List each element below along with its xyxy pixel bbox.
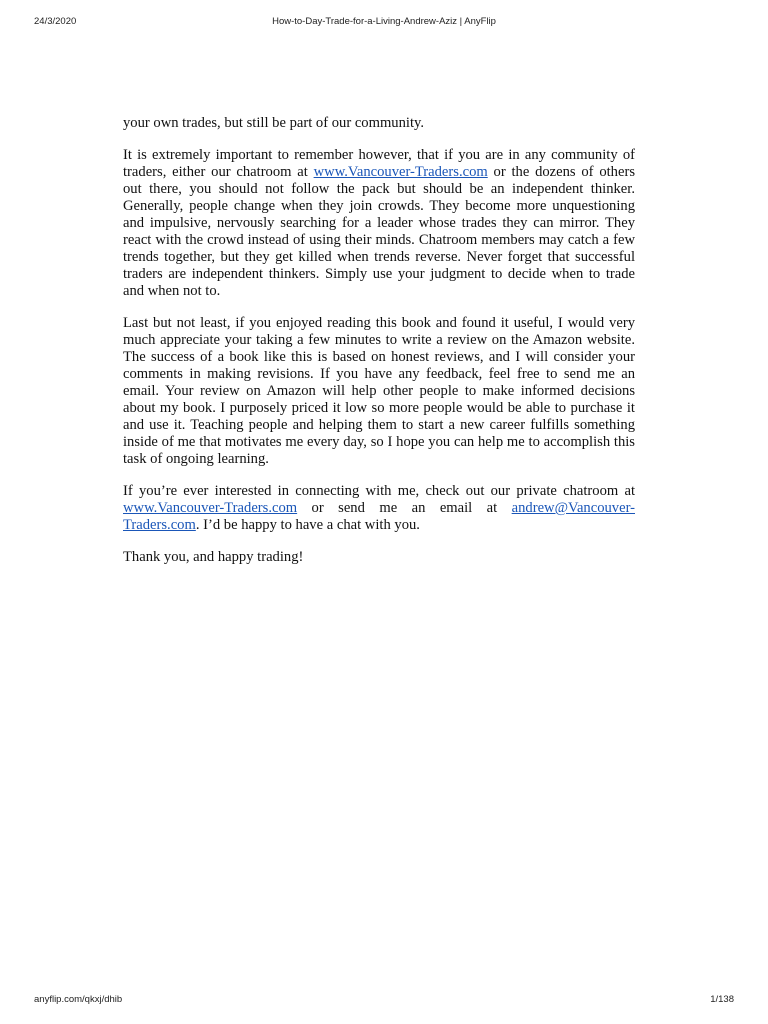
paragraph-1: your own trades, but still be part of our community.	[123, 115, 425, 131]
print-title: How-to-Day-Trade-for-a-Living-Andrew-Aziz | AnyFlip	[272, 16, 496, 27]
paragraph-4	[123, 483, 635, 534]
print-footer	[0, 994, 768, 1014]
paragraph-2-text-b: or the dozens of others out there, you should not follow the pack but should be an independent thinker. Generally, people change when they join crowds. They become more unquestioning and impulsive, nervously searching for a leader whose trades they can mirror. They react with the crowd instead of using their minds. Chatroom members may catch a few trends together, but they get killed when trends reverse. Never forget that successful traders are independent thinkers. Simply use your judgment to decide when to trade and when not to.	[123, 164, 635, 299]
paragraph-3: Last but not least, if you enjoyed reading this book and found it useful, I would very much appreciate your taking a few minutes to write a review on the Amazon website. The success of a book like this is based on honest reviews, and I will consider your comments in making revisions. If you have any feedback, feel free to send me an email. Your review on Amazon will help other people to make informed decisions about my book. I purposely priced it low so more people would be able to purchase it and use it. Teaching people and helping them to start a new career fulfills something inside of me that motivates me every day, so I hope you can help me to accomplish this task of ongoing learning.	[123, 315, 635, 467]
print-date: 24/3/2020	[34, 16, 77, 27]
paragraph-2-text-a: It is extremely important to remember however, that if you are in any community of traders, either our chatroom at	[123, 147, 635, 180]
page-indicator: 1/138	[710, 994, 734, 1005]
paragraph-2	[123, 147, 635, 300]
paragraph-4-text-a: If you’re ever interested in connecting with me, check out our private chatroom at	[123, 483, 635, 499]
vancouver-traders-link[interactable]: www.Vancouver-Traders.com	[313, 164, 488, 180]
paragraph-4-text-c: . I’d be happy to have a chat with you.	[195, 517, 420, 533]
paragraph-5: Thank you, and happy trading!	[123, 549, 304, 565]
chatroom-link[interactable]: www.Vancouver-Traders.com	[123, 500, 298, 516]
print-header	[0, 12, 768, 32]
page-url: anyflip.com/qkxj/dhib	[34, 994, 123, 1005]
document-body	[123, 115, 635, 581]
email-link[interactable]: andrew@Vancouver-Traders.com	[123, 500, 635, 533]
paragraph-4-text-b: or send me an email at	[297, 500, 512, 516]
